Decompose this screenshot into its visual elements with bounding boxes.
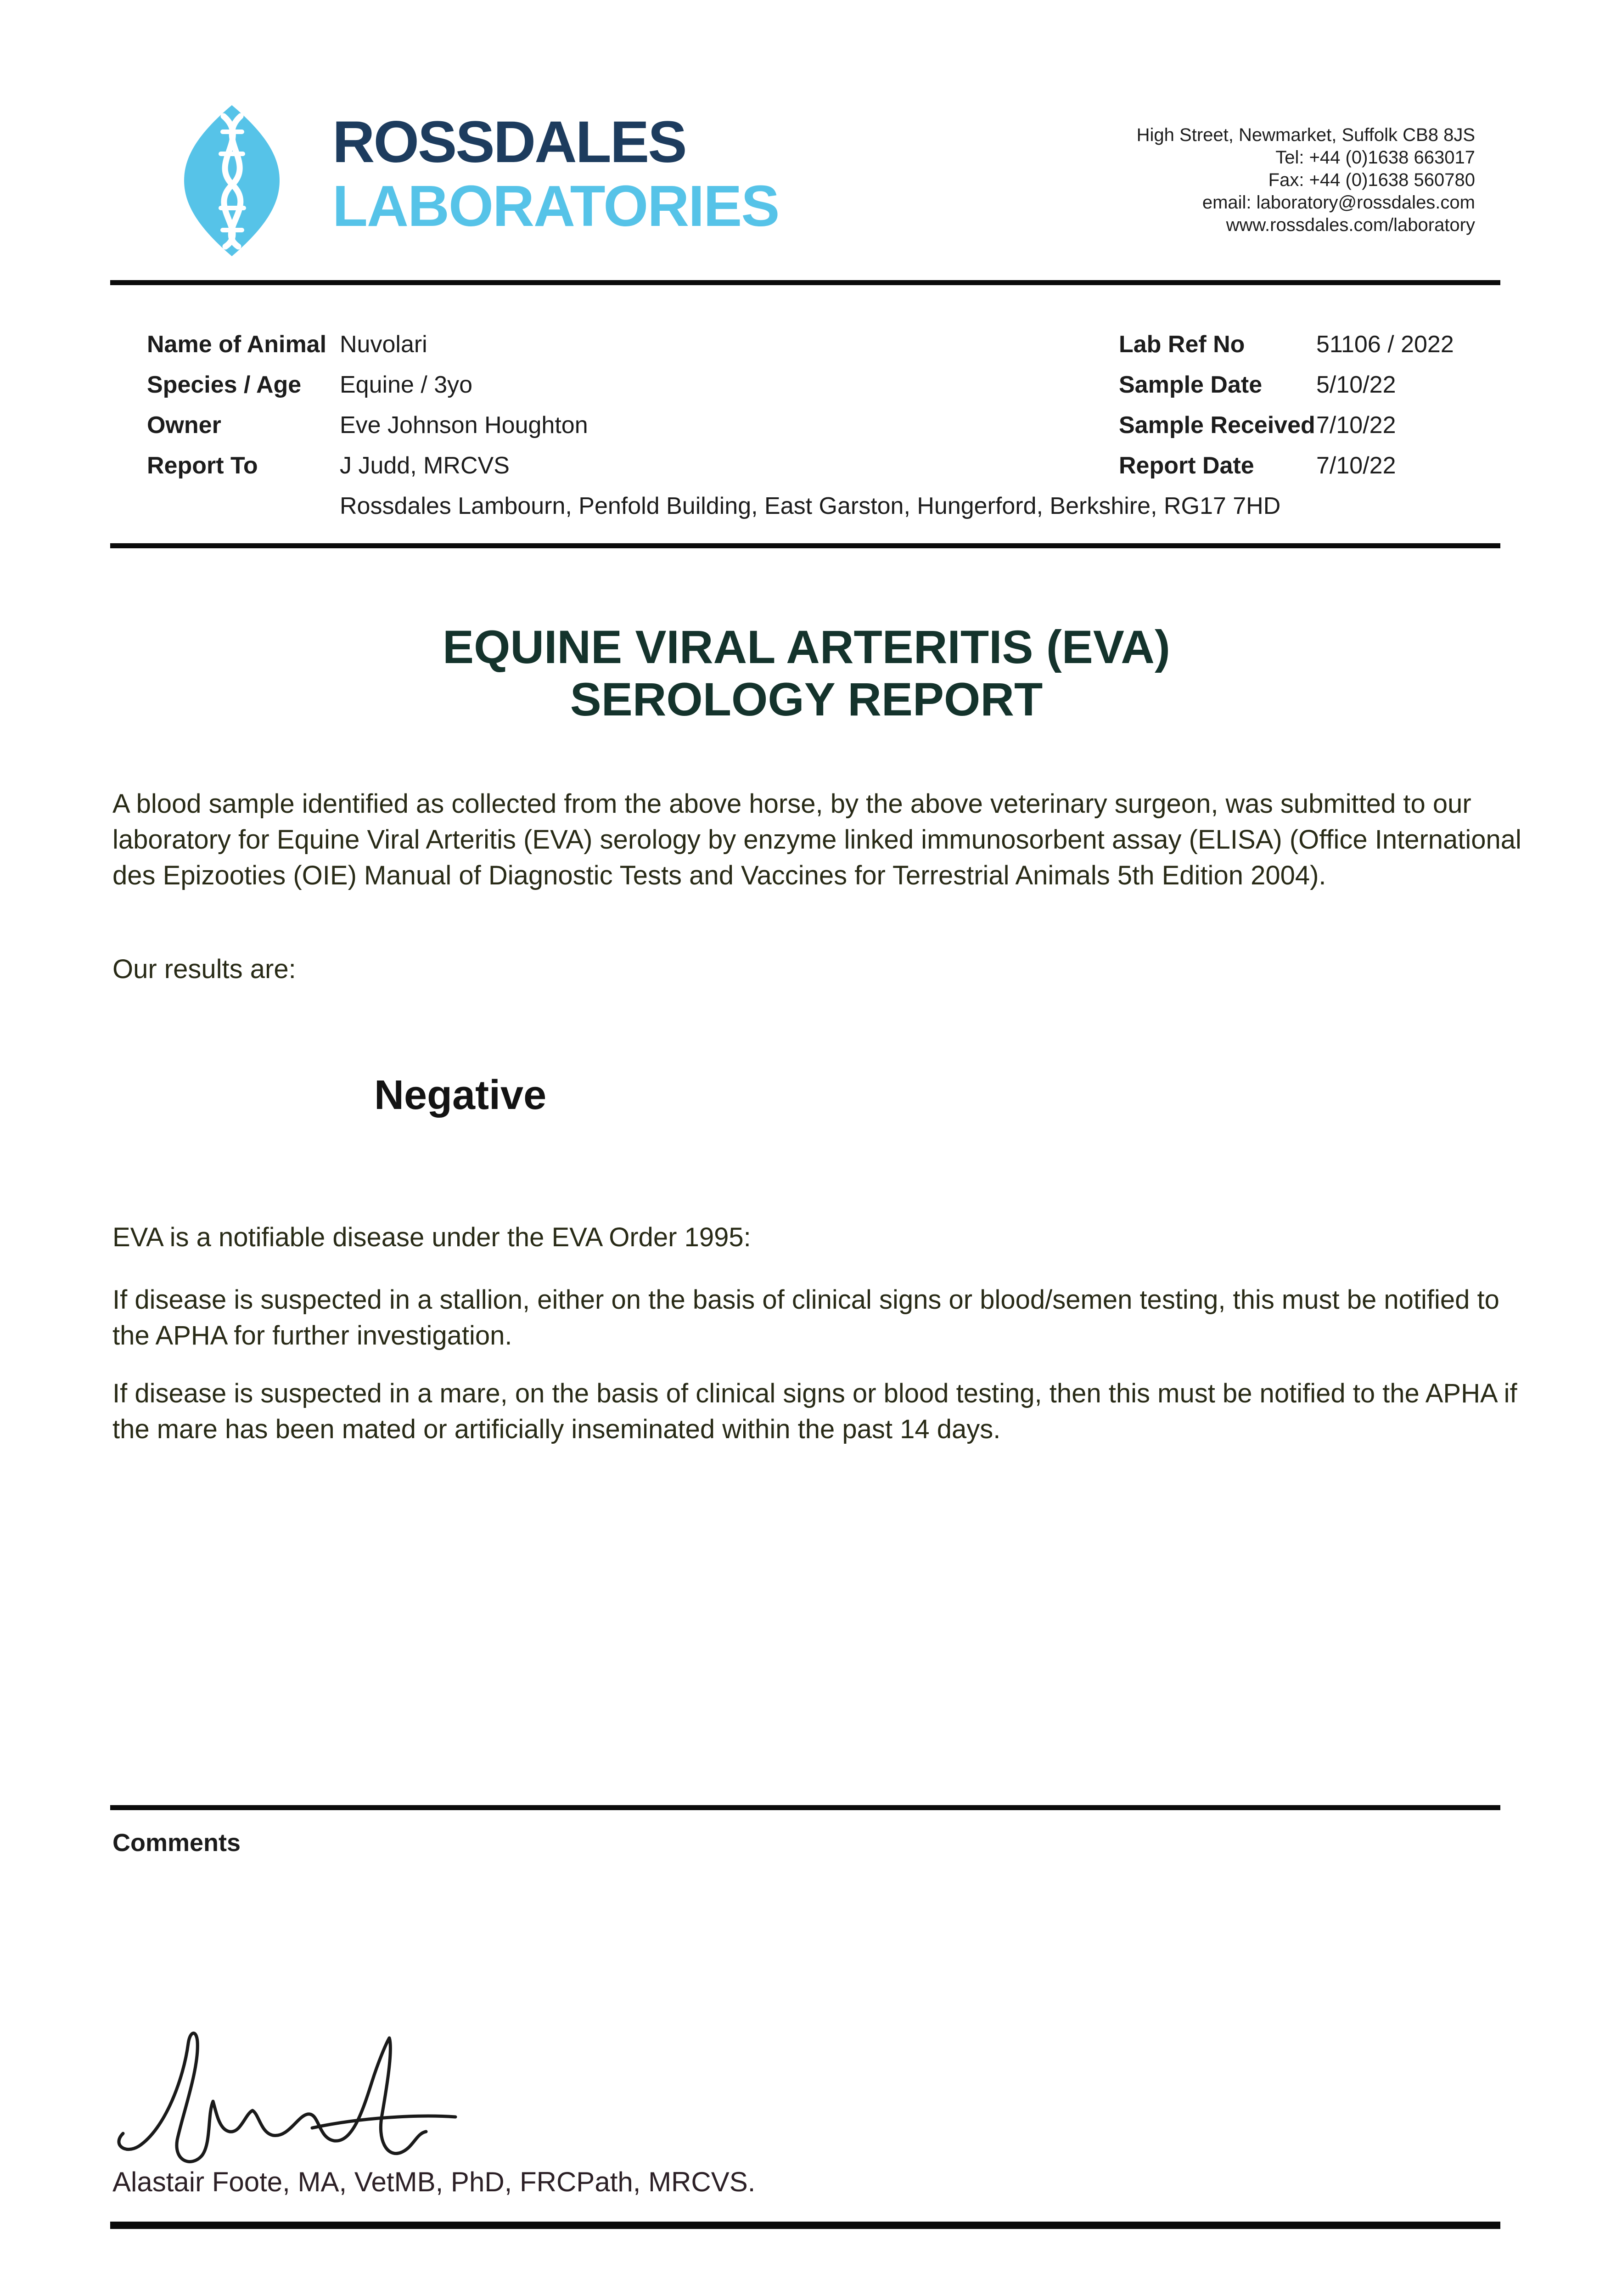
details-divider-rule — [110, 543, 1500, 548]
report-title-line2: SEROLOGY REPORT — [570, 673, 1043, 726]
detail-row-owner — [147, 412, 588, 438]
dna-helix-logo-icon — [169, 103, 295, 258]
lab-fax-line: Fax: +44 (0)1638 560780 — [1268, 170, 1475, 190]
detail-value: J Judd, MRCVS — [340, 452, 510, 479]
detail-value: Nuvolari — [340, 331, 427, 358]
detail-value: 7/10/22 — [1316, 452, 1396, 479]
detail-label: Lab Ref No — [1119, 331, 1245, 358]
footer-rule — [110, 2222, 1500, 2229]
detail-label: Sample Received — [1119, 412, 1315, 439]
result-value: Negative — [374, 1072, 547, 1118]
results-lead-text: Our results are: — [112, 954, 296, 984]
report-title-line1: EQUINE VIRAL ARTERITIS (EVA) — [443, 621, 1170, 673]
signatory-name: Alastair Foote, MA, VetMB, PhD, FRCPath, MRCVS. — [112, 2167, 756, 2197]
detail-row-report-to — [147, 453, 510, 478]
detail-value: 51106 / 2022 — [1316, 331, 1454, 358]
comments-divider-rule — [110, 1805, 1500, 1810]
detail-row-animal-name — [147, 332, 427, 357]
detail-row-lab-ref — [1119, 332, 1454, 357]
detail-row-report-date — [1119, 453, 1396, 478]
detail-value: Equine / 3yo — [340, 371, 473, 398]
lab-email-line: email: laboratory@rossdales.com — [1202, 192, 1475, 213]
detail-value: Eve Johnson Houghton — [340, 412, 588, 439]
comments-heading: Comments — [112, 1829, 241, 1857]
detail-label: Report To — [147, 452, 258, 479]
detail-label: Sample Date — [1119, 371, 1263, 398]
logo-text-rossdales: ROSSDALES — [332, 109, 686, 175]
detail-row-species-age — [147, 372, 472, 398]
detail-row-sample-received — [1119, 412, 1396, 438]
report-to-address: Rossdales Lambourn, Penfold Building, East Garston, Hungerford, Berkshire, RG17 7HD — [340, 493, 1281, 519]
logo-text-laboratories: LABORATORIES — [332, 174, 779, 238]
signature-handwriting — [115, 2024, 464, 2176]
lab-tel-line: Tel: +44 (0)1638 663017 — [1275, 147, 1475, 168]
lab-website-line: www.rossdales.com/laboratory — [1226, 215, 1475, 235]
detail-label: Owner — [147, 412, 221, 439]
detail-label: Name of Animal — [147, 331, 327, 358]
detail-label: Species / Age — [147, 371, 302, 398]
detail-value: 7/10/22 — [1316, 412, 1396, 439]
header-divider-rule — [110, 280, 1500, 285]
notifiable-disease-text: EVA is a notifiable disease under the EVA Order 1995: — [112, 1222, 751, 1252]
lab-contact-block — [1137, 124, 1475, 236]
intro-paragraph: A blood sample identified as collected from the above horse, by the above veterinary surgeon, was submitted to our laboratory for Equine Viral Arteritis (EVA) serology by enzyme linked immunosorbent assay (ELISA) (Office International des Epizooties (OIE) Manual of Diagnostic Tests and Vaccines for Terrestrial Animals 5th Edition 2004). — [112, 789, 1521, 890]
detail-value: 5/10/22 — [1316, 371, 1396, 398]
stallion-note-paragraph: If disease is suspected in a stallion, either on the basis of clinical signs or blood/semen testing, this must be notified to the APHA for further investigation. — [112, 1285, 1499, 1351]
detail-label: Report Date — [1119, 452, 1254, 479]
lab-address-line: High Street, Newmarket, Suffolk CB8 8JS — [1136, 125, 1475, 145]
detail-row-sample-date — [1119, 372, 1396, 398]
mare-note-paragraph: If disease is suspected in a mare, on the basis of clinical signs or blood testing, then this must be notified to the APHA if the mare has been mated or artificially inseminated within the past 14 days. — [112, 1379, 1517, 1444]
